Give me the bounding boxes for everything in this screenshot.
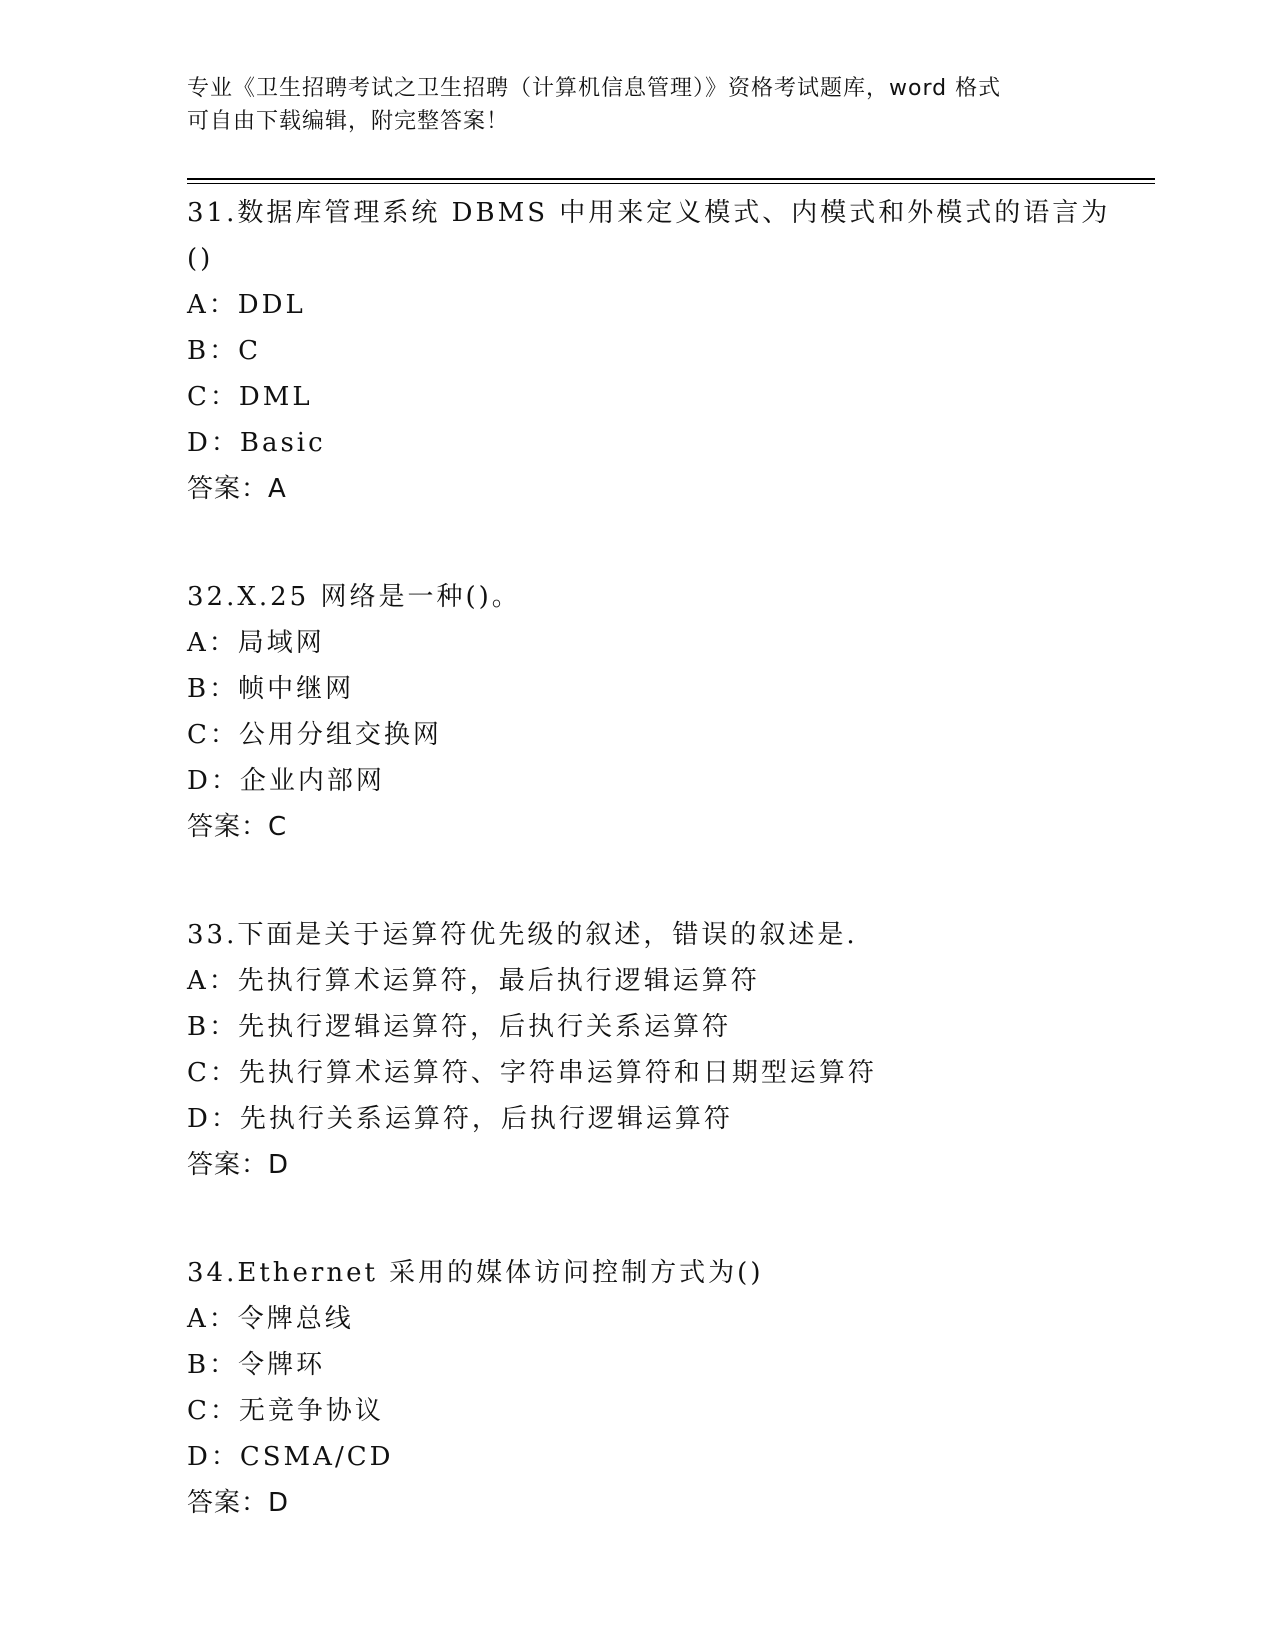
answer-line: 答案：D (187, 1488, 290, 1518)
option-b: B：令牌环 (187, 1350, 326, 1380)
option-b: B：帧中继网 (187, 674, 355, 704)
question-34 (187, 1250, 1155, 1526)
option-d: D：CSMA/CD (187, 1442, 394, 1472)
answer-line: 答案：C (187, 812, 288, 842)
question-stem: 34.Ethernet 采用的媒体访问控制方式为() (187, 1258, 764, 1288)
question-32 (187, 574, 1155, 850)
header-line-1: 专业《卫生招聘考试之卫生招聘（计算机信息管理）》资格考试题库，word 格式 (187, 76, 1002, 101)
option-b: B：C (187, 336, 262, 366)
answer-line: 答案：A (187, 474, 287, 504)
option-b: B：先执行逻辑运算符，后执行关系运算符 (187, 1012, 732, 1042)
option-a: A：先执行算术运算符，最后执行逻辑运算符 (187, 966, 760, 996)
option-c: C：DML (187, 382, 313, 412)
option-c: C：无竞争协议 (187, 1396, 384, 1426)
answer-line: 答案：D (187, 1150, 290, 1180)
question-31 (187, 190, 1155, 512)
header-divider (187, 178, 1155, 184)
option-d: D：先执行关系运算符，后执行逻辑运算符 (187, 1104, 733, 1134)
document-header (187, 72, 1087, 138)
option-d: D：Basic (187, 428, 326, 458)
question-stem: 33.下面是关于运算符优先级的叙述，错误的叙述是. (187, 920, 858, 950)
option-c: C：公用分组交换网 (187, 720, 442, 750)
option-a: A：令牌总线 (187, 1304, 354, 1334)
question-stem: 32.X.25 网络是一种()。 (187, 582, 521, 612)
option-c: C：先执行算术运算符、字符串运算符和日期型运算符 (187, 1058, 877, 1088)
question-list (187, 190, 1155, 1588)
option-a: A：DDL (187, 290, 306, 320)
option-d: D：企业内部网 (187, 766, 385, 796)
option-a: A：局域网 (187, 628, 325, 658)
question-stem: 31.数据库管理系统 DBMS 中用来定义模式、内模式和外模式的语言为 (187, 198, 1111, 228)
question-33 (187, 912, 1155, 1188)
header-line-2: 可自由下载编辑，附完整答案！ (187, 109, 510, 134)
question-stem-continued: () (187, 244, 214, 274)
